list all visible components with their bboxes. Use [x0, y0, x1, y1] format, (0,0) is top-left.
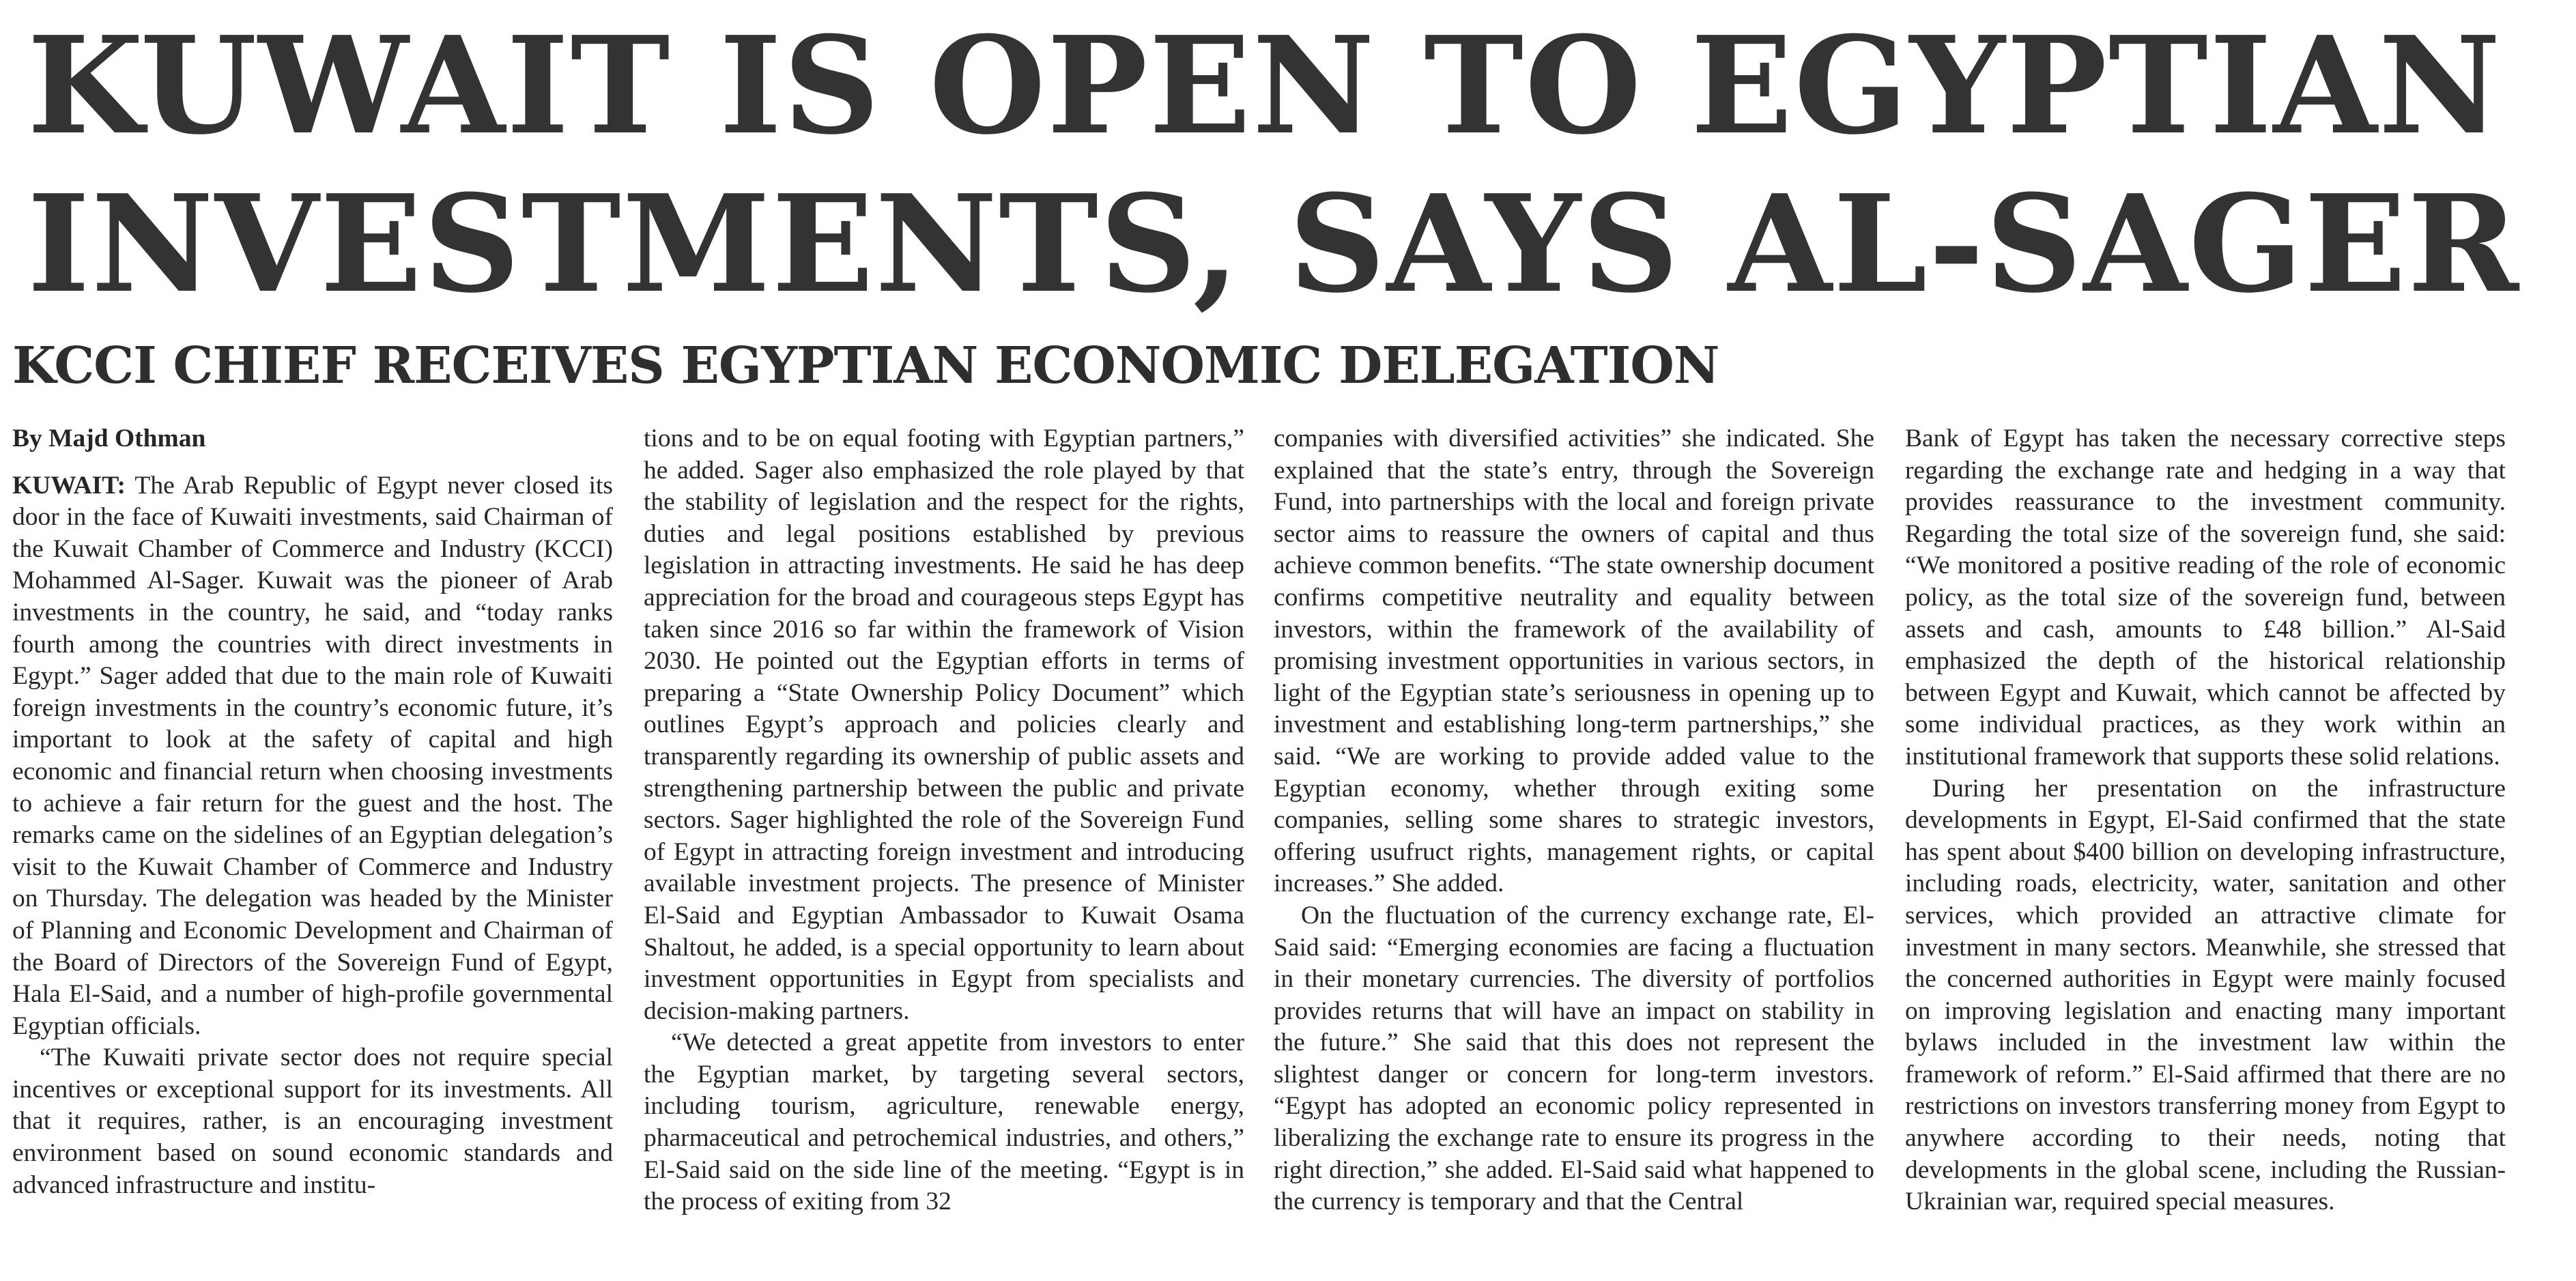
column-2-paragraph-2: “We detected a great appetite from investors to enter the Egyptian market, by targeting several sectors, including tourism, agriculture, renewable energy, pharmaceutical and petrochemical industries, and others,” El-Said said on the side line of the meeting. “Egypt is in the process of exiting from 32: [644, 1028, 1244, 1216]
column-2-paragraph-1: tions and to be on equal footing with Egyptian partners,” he added. Sager also emphasized the role played by that the stability of legislation and the respect for the rights, duties and legal positions established by previous legislation in attracting investments. He said he has deep appreciation for the broad and courageous steps Egypt has taken since 2016 so far within the framework of Vision 2030. He pointed out the Egyptian efforts in terms of preparing a “State Ownership Policy Document” which outlines Egypt’s approach and policies clearly and transparently regarding its ownership of public assets and strengthening partnership between the public and private sectors. Sager highlighted the role of the Sovereign Fund of Egypt in attracting foreign investment and introducing available investment projects. The presence of Minister El-Said and Egyptian Ambassador to Kuwait Osama Shaltout, he added, is a special opportunity to learn about investment opportunities in Egypt from specialists and decision-making partners.: [644, 424, 1244, 1025]
headline-line-2: INVESTMENTS, SAYS AL-SAGER: [27, 166, 2521, 323]
column-3-paragraph-1: companies with diversified activities” she indicated. She explained that the state’s entry, through the Sovereign Fund, into partnerships with the local and foreign private sector aims to reassure the owners of capital and thus achieve common benefits. “The state ownership document confirms competitive neutrality and equality between investors, within the framework of the availability of promising investment opportunities in various sectors, in light of the Egyptian state’s seriousness in opening up to investment and establishing long-term partnerships,” she said. “We are working to provide added value to the Egyptian economy, whether through exiting some companies, selling some shares to strategic investors, offering usufruct rights, management rights, or capital increases.” She added.: [1274, 424, 1874, 898]
column-4-paragraph-1: Bank of Egypt has taken the necessary corrective steps regarding the exchange rate and hedging in a way that provides reassurance to the investment community. Regarding the total size of the sovereign fund, she said: “We monitored a positive reading of the role of economic policy, as the total size of the sovereign fund, between assets and cash, amounts to £48 billion.” Al-Said emphasized the depth of the historical relationship between Egypt and Kuwait, which cannot be affected by some individual practices, as they work within an institutional framework that supports these solid relations.: [1905, 424, 2506, 771]
column-1-paragraph-1: [12, 470, 613, 1043]
dateline: KUWAIT:: [12, 471, 126, 500]
article-column-3: [1274, 423, 1874, 1218]
article-subheadline: KCCI CHIEF RECEIVES EGYPTIAN ECONOMIC DELEGATION: [12, 336, 1719, 395]
column-1-paragraph-1-text: The Arab Republic of Egypt never closed its door in the face of Kuwaiti investments, said Chairman of the Kuwait Chamber of Commerce and Industry (KCCI) Mohammed Al-Sager. Kuwait was the pioneer of Arab investments in the country, he said, and “today ranks fourth among the countries with direct investments in Egypt.” Sager added that due to the main role of Kuwaiti foreign investments in the country’s economic future, it’s important to look at the safety of capital and high economic and financial return when choosing investments to achieve a fair return for the guest and the host. The remarks came on the sidelines of an Egyptian delegation’s visit to the Kuwait Chamber of Commerce and Industry on Thursday. The delegation was headed by the Minister of Planning and Economic Development and Chairman of the Board of Directors of the Sovereign Fund of Egypt, Hala El-Said, and a number of high-profile governmental Egyptian officials.: [12, 471, 613, 1040]
article-body: [12, 423, 2504, 1276]
column-3-paragraph-2: On the fluctuation of the currency exchange rate, El-Said said: “Emerging economies are facing a fluctuation in their monetary currencies. The diversity of portfolios provides returns that will have an impact on stability in the future.” She said that this does not represent the slightest danger or concern for long-term investors. “Egypt has adopted an economic policy represented in liberalizing the exchange rate to ensure its progress in the right direction,” she added. El-Said said what happened to the currency is temporary and that the Central: [1274, 901, 1874, 1216]
article-headline: [27, 7, 2553, 323]
byline: By Majd Othman: [12, 424, 206, 452]
column-1-paragraph-2: “The Kuwaiti private sector does not require special incentives or exceptional support for its investments. All that it requires, rather, is an encouraging investment environment based on sound economic standards and advanced infrastructure and institu-: [12, 1043, 613, 1199]
column-4-paragraph-2: During her presentation on the infrastructure developments in Egypt, El-Said confirmed that the state has spent about $400 billion on developing infrastructure, including roads, electricity, water, sanitation and other services, which provided an attractive climate for investment in many sectors. Meanwhile, she stressed that the concerned authorities in Egypt were mainly focused on improving legislation and enacting many important bylaws included in the investment law within the framework of reform.” El-Said affirmed that there are no restrictions on investors transferring money from Egypt to anywhere according to their needs, noting that developments in the global scene, including the Russian-Ukrainian war, required special measures.: [1905, 774, 2506, 1216]
article-column-2: [644, 423, 1244, 1218]
headline-line-1: KUWAIT IS OPEN TO EGYPTIAN: [27, 8, 2502, 164]
article-column-4: [1905, 423, 2506, 1218]
article-column-1: [12, 423, 613, 1201]
